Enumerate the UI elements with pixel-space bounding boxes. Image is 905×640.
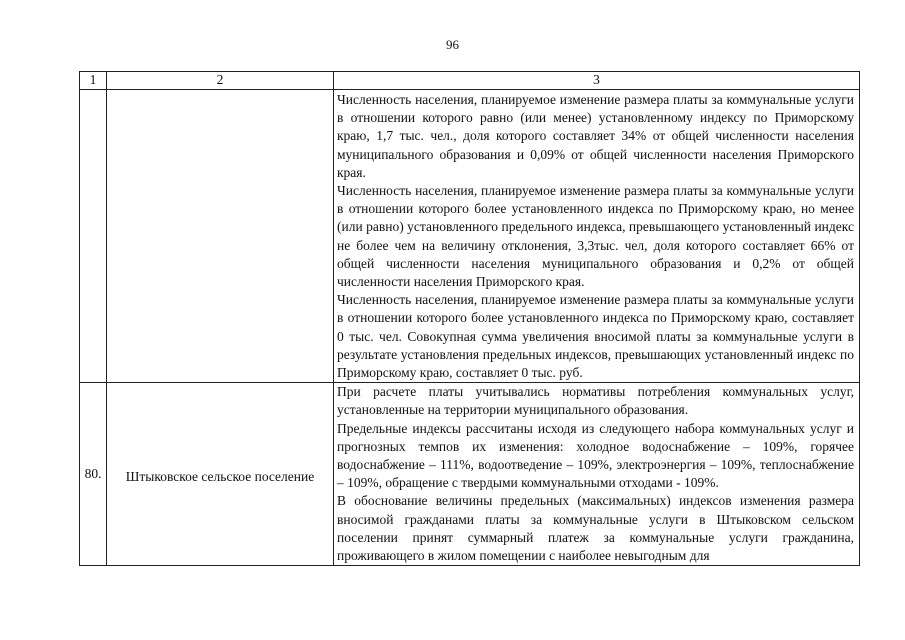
paragraph: Численность населения, планируемое изменение размера платы за коммунальные услуги в отношении которого более установленного индекса по Приморскому краю, но менее (или равно) установленного предельного индекса, превышающего установленный индекс не более чем на величину отклонения, 3,3тыс. чел, доля которого составляет 66% от общей численности населения муниципального образования и 0,2% от общей численности населения Приморского края. bbox=[337, 183, 854, 290]
row-number-cell bbox=[80, 90, 107, 383]
municipality-name: Штыковское сельское поселение bbox=[125, 469, 315, 485]
municipality-cell bbox=[107, 383, 334, 566]
table-row bbox=[80, 383, 860, 566]
page-number: 96 bbox=[446, 37, 459, 52]
paragraph: Предельные индексы рассчитаны исходя из следующего набора коммунальных услуг и прогнозных темпов их изменения: холодное водоснабжение – 109%, горячее водоснабжение – 111%, водоотведение – 109%, электроэнергия – 109%, теплоснабжение – 109%, обращение с твердыми коммунальными отходами - 109%. bbox=[337, 420, 854, 491]
data-table bbox=[79, 71, 860, 566]
column-header-1: 1 bbox=[80, 72, 107, 90]
description-cell bbox=[334, 383, 860, 566]
paragraph: Численность населения, планируемое изменение размера платы за коммунальные услуги в отношении которого равно (или менее) установленному индексу по Приморскому краю, 1,7 тыс. чел., доля которого составляет 34% от общей численности населения муниципального образования и 0,09% от общей численности населения Приморского края. bbox=[337, 92, 854, 180]
paragraph: Численность населения, планируемое изменение размера платы за коммунальные услуги в отношении которого более установленного индекса по Приморскому краю, составляет 0 тыс. чел. Совокупная сумма увеличения вносимой платы за коммунальные услуги в результате установления предельных индексов, превышающих установленный индекс по Приморскому краю, составляет 0 тыс. руб. bbox=[337, 292, 854, 381]
table-row bbox=[80, 90, 860, 383]
row-number-cell: 80. bbox=[80, 383, 107, 566]
column-header-2: 2 bbox=[107, 72, 334, 90]
table-header-row bbox=[80, 72, 860, 90]
paragraph: При расчете платы учитывались нормативы потребления коммунальных услуг, установленные на территории муниципального образования. bbox=[337, 384, 854, 418]
municipality-cell bbox=[107, 90, 334, 383]
column-header-3: 3 bbox=[334, 72, 860, 90]
description-cell bbox=[334, 90, 860, 383]
paragraph: В обоснование величины предельных (максимальных) индексов изменения размера вносимой гражданами платы за коммунальные услуги в Штыковском сельском поселении принят суммарный платеж за коммунальные услуги гражданина, проживающего в жилом помещении с наиболее невыгодным для bbox=[337, 493, 854, 564]
